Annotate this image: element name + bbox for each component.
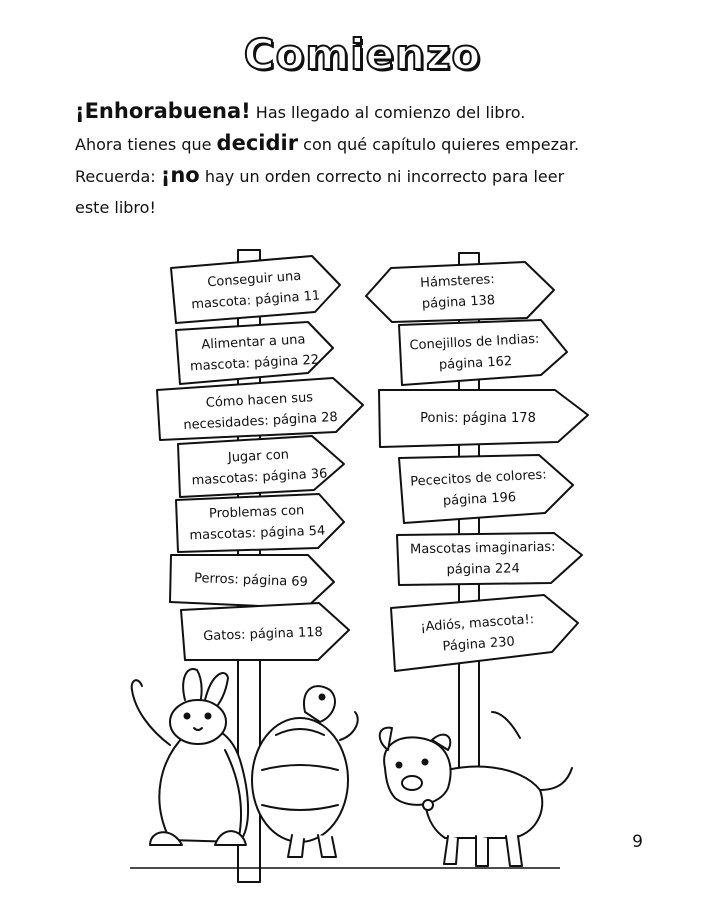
sign-label-right-5: Mascotas imaginarias: página 224 (409, 539, 556, 578)
sign-label-right-4: Pececitos de colores: página 196 (409, 467, 547, 509)
turtle-drawing (252, 686, 358, 857)
sign-label-left-4: Jugar con mascotas: página 36 (191, 447, 328, 489)
intro-line-4: este libro! (75, 198, 156, 217)
sign-label-right-6: ¡Adiós, mascota!: Página 230 (419, 612, 535, 655)
sign-label-left-2: Alimentar a una mascota: página 22 (189, 332, 320, 375)
sign-label-right-2: Conejillos de Indias: página 162 (409, 331, 540, 373)
page-number: 9 (632, 832, 643, 852)
sign-label-left-3: Cómo hacen sus necesidades: página 28 (183, 390, 339, 434)
intro-line-3-b: hay un orden correcto ni incorrecto para leer (199, 167, 565, 186)
intro-line-3-a: Recuerda: (75, 167, 161, 186)
sign-label-right-1: Hámsteres: página 138 (419, 272, 496, 312)
sign-label-left-7: Gatos: página 118 (202, 624, 324, 644)
rabbit-drawing (132, 669, 248, 845)
intro-line-1-rest: Has llegado al comienzo del libro. (250, 103, 526, 122)
page-title: Comienzo (243, 30, 482, 79)
sign-label-left-5: Problemas con mascotas: página 54 (189, 503, 326, 544)
congrats-text: ¡Enhorabuena! (75, 99, 251, 123)
no-text: ¡no (160, 163, 200, 187)
sign-label-left-6: Perros: página 69 (193, 570, 309, 590)
intro-line-2-a: Ahora tienes que (75, 135, 217, 154)
sign-label-left-1: Conseguir una mascota: página 11 (190, 268, 321, 313)
intro-line-2-b: con qué capítulo quieres empezar. (298, 135, 580, 154)
decide-text: decidir (216, 131, 299, 155)
sign-label-right-3: Ponis: página 178 (420, 410, 536, 426)
